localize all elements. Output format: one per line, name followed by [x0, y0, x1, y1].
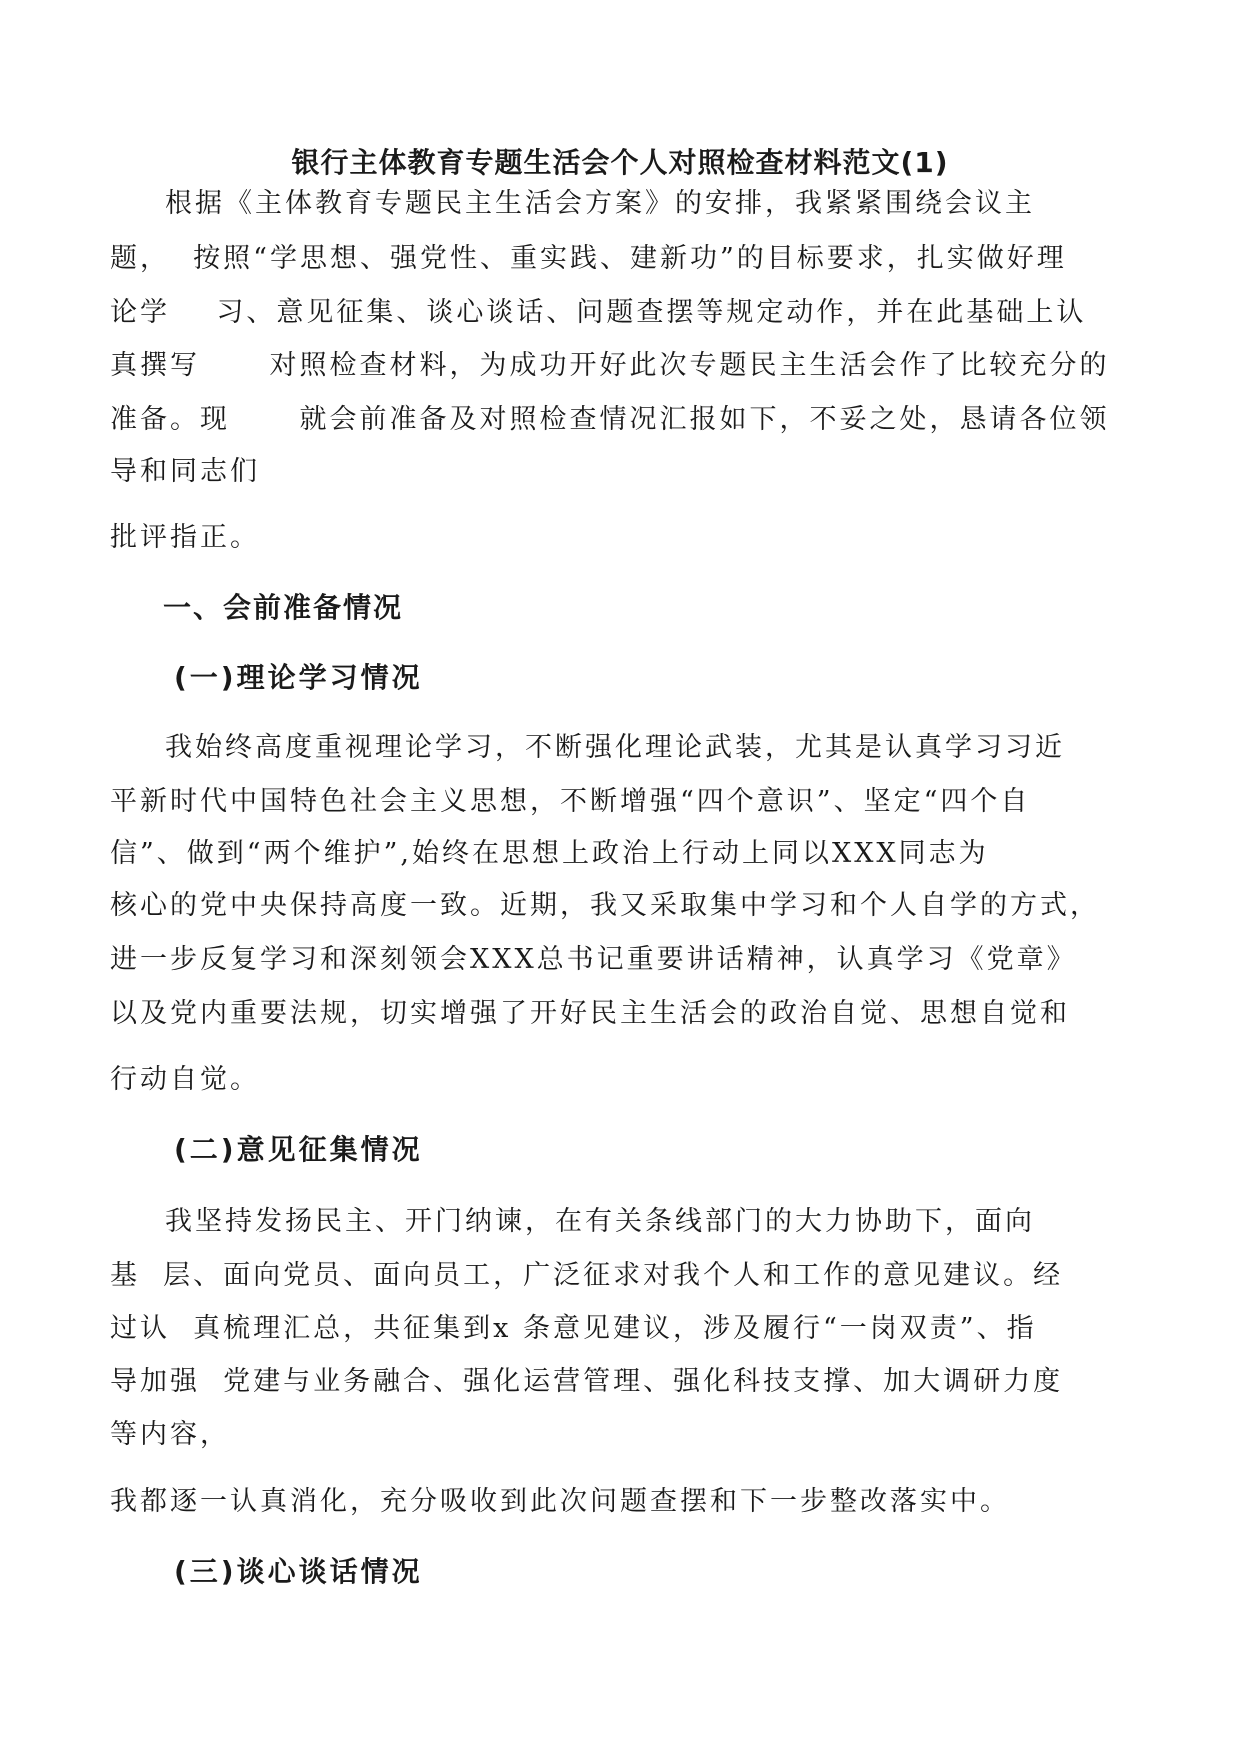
subsection-heading: (三)谈心谈话情况 — [174, 1555, 423, 1588]
subsection-heading: (一)理论学习情况 — [174, 661, 423, 694]
intro-line: 根据《主体教育专题民主生活会方案》的安排，我紧紧围绕会议主 — [165, 188, 1035, 219]
paragraph-line: 我始终高度重视理论学习，不断强化理论武装，尤其是认真学习习近 — [165, 732, 1065, 763]
subsection-heading: (二)意见征集情况 — [174, 1133, 423, 1166]
intro-line: 论学 习、意见征集、谈心谈话、问题查摆等规定动作，并在此基础上认 — [110, 297, 1087, 328]
document-title: 银行主体教育专题生活会个人对照检查材料范文(1) — [291, 146, 949, 179]
intro-line: 导和同志们 — [110, 456, 260, 487]
paragraph-line: 信”、做到“两个维护”,始终在思想上政治上行动上同以XXX同志为 — [110, 838, 989, 869]
paragraph-line: 进一步反复学习和深刻领会XXX总书记重要讲话精神，认真学习《党章》 — [110, 944, 1077, 975]
section-heading: 一、会前准备情况 — [163, 591, 404, 624]
intro-line: 题， 按照“学思想、强党性、重实践、建新功”的目标要求，扎实做好理 — [110, 243, 1067, 274]
paragraph-line: 以及党内重要法规，切实增强了开好民主生活会的政治自觉、思想自觉和 — [110, 998, 1070, 1029]
paragraph-line: 我坚持发扬民主、开门纳谏，在有关条线部门的大力协助下，面向 — [165, 1206, 1035, 1237]
paragraph-line: 我都逐一认真消化，充分吸收到此次问题查摆和下一步整改落实中。 — [110, 1486, 1010, 1517]
paragraph-line: 导加强 党建与业务融合、强化运营管理、强化科技支撑、加大调研力度 — [110, 1366, 1064, 1397]
paragraph-line: 核心的党中央保持高度一致。近期，我又采取集中学习和个人自学的方式， — [110, 890, 1100, 921]
paragraph-line: 行动自觉。 — [110, 1064, 260, 1095]
intro-line: 准备。现 就会前准备及对照检查情况汇报如下，不妥之处，恳请各位领 — [110, 404, 1110, 435]
paragraph-line: 等内容， — [110, 1419, 230, 1450]
paragraph-line: 平新时代中国特色社会主义思想，不断增强“四个意识”、坚定“四个自 — [110, 786, 1031, 817]
intro-line: 批评指正。 — [110, 522, 260, 553]
paragraph-line: 基 层、面向党员、面向员工，广泛征求对我个人和工作的意见建议。经 — [110, 1260, 1064, 1291]
intro-line: 真撰写 对照检查材料，为成功开好此次专题民主生活会作了比较充分的 — [110, 350, 1110, 381]
paragraph-line: 过认 真梳理汇总，共征集到x 条意见建议，涉及履行“一岗双责”、指 — [110, 1313, 1037, 1344]
